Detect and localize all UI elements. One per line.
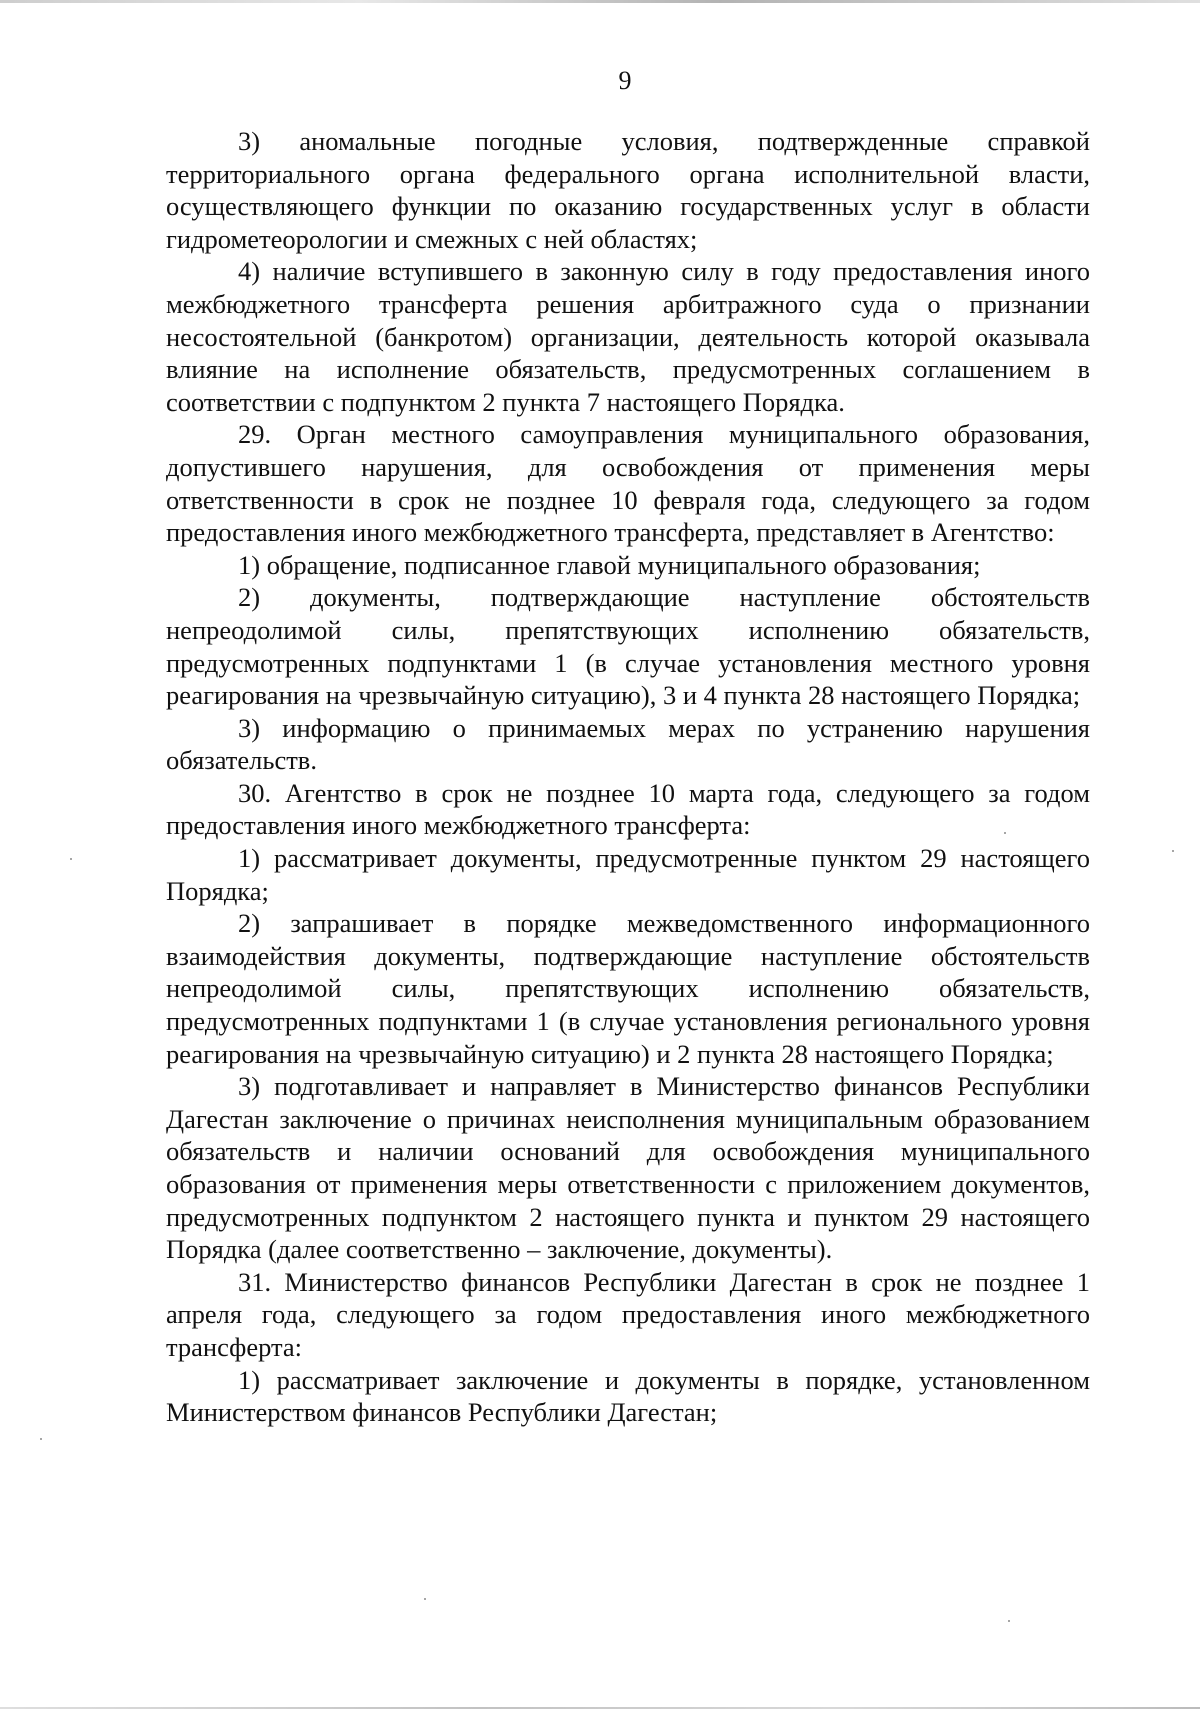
scan-speck [1004,832,1006,834]
scan-edge-top [0,0,1200,3]
paragraph-clause-29-item-3: 3) информацию о принимаемых мерах по устранению нарушения обязательств. [166,712,1090,776]
document-body [166,125,1090,1429]
scan-speck [70,858,72,860]
page-number: 9 [618,66,632,95]
paragraph-clause-30-item-3: 3) подготавливает и направляет в Министерство финансов Республики Дагестан заключение о причинах неисполнения муниципальным образованием обязательств и наличии оснований для освобождения муниципального образования от применения меры ответственности с приложением документов, предусмотренных подпунктом 2 настоящего пункта и пунктом 29 настоящего Порядка (далее соответственно – заключение, документы). [166,1071,1090,1265]
paragraph-clause-30: 30. Агентство в срок не позднее 10 марта года, следующего за годом предоставления иного межбюджетного трансферта: [166,777,1090,841]
paragraph-item-3-weather: 3) аномальные погодные условия, подтвержденные справкой территориального органа федерального органа исполнительной власти, осуществляющего функции по оказанию государственных услуг в области гидрометеорологии и смежных с ней областях; [166,126,1090,254]
paragraph-clause-30-item-2: 2) запрашивает в порядке межведомственного информационного взаимодействия документы, подтверждающие наступление обстоятельств непреодолимой силы, препятствующих исполнению обязательств, предусмотренных подпунктами 1 (в случае установления регионального уровня реагирования на чрезвычайную ситуацию) и 2 пункта 28 настоящего Порядка; [166,908,1090,1069]
scan-edge-bottom [0,1707,1200,1709]
scan-speck [1172,850,1174,852]
scan-speck [1008,1620,1010,1622]
scan-speck [424,1598,426,1600]
paragraph-clause-29-item-1: 1) обращение, подписанное главой муниципального образования; [238,549,981,580]
paragraph-clause-29-item-2: 2) документы, подтверждающие наступление обстоятельств непреодолимой силы, препятствующих исполнению обязательств, предусмотренных подпунктами 1 (в случае установления местного уровня реагирования на чрезвычайную ситуацию), 3 и 4 пункта 28 настоящего Порядка; [166,582,1090,711]
paragraph-item-4-bankruptcy: 4) наличие вступившего в законную силу в году предоставления иного межбюджетного трансферта решения арбитражного суда о признании несостоятельной (банкротом) организации, деятельность которой оказывала влияние на исполнение обязательств, предусмотренных соглашением в соответствии с подпунктом 2 пункта 7 настоящего Порядка. [166,256,1090,417]
scan-speck [40,1438,42,1440]
paragraph-clause-31-item-1: 1) рассматривает заключение и документы в порядке, установленном Министерством финансов Республики Дагестан; [166,1364,1090,1428]
paragraph-clause-31: 31. Министерство финансов Республики Дагестан в срок не позднее 1 апреля года, следующего за годом предоставления иного межбюджетного трансферта: [166,1266,1090,1362]
paragraph-clause-29: 29. Орган местного самоуправления муниципального образования, допустившего нарушения, для освобождения от применения меры ответственности в срок не позднее 10 февраля года, следующего за годом предоставления иного межбюджетного трансферта, представляет в Агентство: [166,419,1090,548]
paragraph-clause-30-item-1: 1) рассматривает документы, предусмотренные пунктом 29 настоящего Порядка; [166,843,1090,906]
